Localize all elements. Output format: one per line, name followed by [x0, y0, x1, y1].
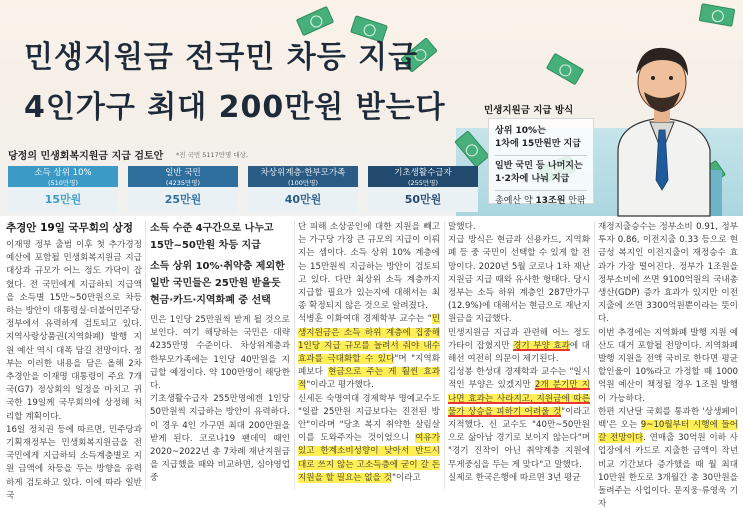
total-budget: 총예산 약 13조원 안팎 [495, 196, 586, 206]
subhead-line: 소득 수준 4구간으로 나누고 [150, 223, 274, 234]
highlight: 2개 분기만 지나면 효과는 사라지고, 지원금에 따른 물가 상승을 피하기 어려울 것 [448, 380, 590, 417]
tier-card-near-poor [248, 166, 358, 212]
money-note-icon [699, 3, 736, 27]
article-column-1 [6, 221, 142, 501]
tier-value: 15만원 [8, 187, 118, 212]
paragraph: 단 피해 소상공인에 대한 지원을 빼고는 가구당 가장 큰 규모의 지급이 이뤄지는 셈이다. 소득 상위 10% 계층에는 15만원씩 지급하는 방안이 검토되고 있다. 다만 최상위 소득 계층까지 지급할 필요가 있는지에 대해서는 최종 확정되지 않은 것으로 알려졌다. [298, 222, 440, 312]
paragraph: 민생지원금 지급과 관련해 어느 정도 가타이 잡혔지만 경기 부양 효과에 대해선 여전히 의문이 제기된다. [448, 327, 590, 365]
paragraph: 16일 정치권 등에 따르면, 민주당과 기획재정부는 민생회복지원금을 전 국민에게 지급하되 소득계층별로 지원 금액에 차등을 두는 방향을 유력하게 검토하고 있다. 이에 따라 일반 국 [6, 424, 142, 501]
subhead-line: 현금·카드·지역화폐 중 선택 [150, 295, 271, 306]
paragraph: 기초생활수급자 255만명에겐 1인당 50만원씩 지급하는 방안이 유력하다. 이 경우 4인 가구면 최대 200만원을 받게 된다. 코로나19 팬데믹 때인 2020~2022년 총 7차례 재난지원금을 지급했을 때와 비교하면, 심야영업 중 [150, 394, 290, 484]
payment-tier-cards [8, 166, 468, 212]
method-line-2a: 일반 국민 등 나머지는 [495, 161, 583, 171]
paragraph: 이번 추경에는 지역화폐 발행 지원 예산도 대거 포함될 전망이다. 지역화폐 발행 지원을 전액 국비로 한다면 평균 할인율이 10%라고 가정할 때 1000억원 예산이 책정될 경우 1조원 발행이 가능하다. [598, 327, 738, 404]
highlight: 9~10월부터 시행에 들어갈 전망이다 [598, 420, 738, 444]
tier-sub: (255만명) [407, 179, 439, 187]
section-note: *전 국민 5117만명 대상, [176, 151, 249, 159]
article-column-2 [150, 221, 290, 493]
subhead-line: 15만~50만원 차등 지급 [150, 240, 261, 251]
tier-card-general [128, 166, 238, 212]
tier-card-basic-livelihood [368, 166, 478, 212]
headline-line-2: 4인가구 최대 200만원 받는다 [24, 90, 446, 125]
byline: 문지웅·류영욱 기자 [598, 486, 739, 510]
tier-label: 차상위계층·한부모가족 [260, 168, 346, 178]
article-column-3 [298, 221, 440, 493]
subhead-line: 소득 상위 10%·취약층 제외한 [150, 261, 285, 272]
paragraph: 한편 지난달 국회를 통과한 '상생페이백'은 오는 9~10월부터 시행에 들어갈 전망이다. 연매출 30억원 이하 사업장에서 카드로 지출한 금액이 작년 비교 기간보다 증가했을 때 월 최대 10만원 한도로 3개월간 총 30만원을 돌려주는 사업이다. 문지웅·류영욱 기자 [598, 406, 739, 510]
method-line-1b: 1차에 15만원만 지급 [495, 139, 581, 149]
tier-label: 일반 국민 [165, 168, 201, 178]
paragraph: 김성봉 한성대 경제학과 교수는 "일시적인 부양은 있겠지만 2개 분기만 지나면 효과는 사라지고, 지원금에 따른 물가 상승을 피하기 어려울 것"이라고 지적했다. 신 교수도 "40만~50만원으로 삶아남 경기로 보이지 않는다"며 "경기 진작이 아닌 취약계층 지원에 무게중심을 두는 게 맞다"고 말했다. [448, 367, 590, 470]
column-heading: 추경안 19일 국무회의 상정 [6, 222, 134, 234]
column-divider [444, 221, 445, 489]
tier-value: 25만원 [128, 187, 238, 212]
tier-value: 40만원 [248, 187, 358, 212]
paragraph: 실제로 한국은행에 따르면 3년 평균 [448, 472, 581, 483]
tier-value: 50만원 [368, 187, 478, 212]
paragraph: 석병훈 이화여대 경제학부 교수는 "민생지원금은 소득 하위 계층에 집중해 1인당 지급 규모를 늘려서 줘야 내수 효과를 극대화할 수 있다"며 "지역화폐보다 현금으로 주는 게 훨씬 효과적"이라고 평가했다. [298, 314, 440, 391]
article-column-5 [598, 221, 739, 510]
businessman-illustration [590, 30, 740, 216]
highlight: 여유가 있고 한계소비성향이 낮아서 반드시 대로 쓰지 않는 고소득층에 굳이 갈 돈 지원을 할 필요는 없을 것 [298, 433, 440, 483]
column-divider [294, 221, 295, 489]
article-body [0, 221, 743, 510]
tier-sub: (510만명) [47, 179, 79, 187]
tier-label: 기초생활수급자 [394, 168, 452, 178]
tier-label: 소득 상위 10% [34, 168, 92, 178]
infographic-banner [0, 0, 743, 216]
highlight: 현금으로 주는 게 훨씬 효과적 [298, 367, 440, 391]
highlight: 민생지원금은 소득 하위 계층에 집중해 1인당 지급 규모를 늘려서 줘야 내수 효과를 극대화할 수 있다 [298, 314, 440, 365]
paragraph: 재정지출승수는 정부소비 0.91, 정부투자 0.86, 이전지출 0.33 등으로 현금성 복지인 이전지출이 재정승수 효과가 가장 떨어진다. 정부가 1조원을 정부소비에 쓰면 9100억원의 국내총생산(GDP) 증가 효과가 있지만 이전지출에 쓰면 3300억원뿐이라는 뜻이다. [598, 222, 738, 325]
subhead-line: 일반 국민들은 25만원 받을듯 [150, 278, 281, 289]
paragraph: 지급 방식은 현금과 신용카드, 지역화폐 등 중 국민이 선택할 수 있게 할 전망이다. 2020년 5월 코로나 1차 재난지원금 지급 때와 유사한 형태다. 당시 정부는 소득 하위 계층인 287만가구(12.9%)에 대해서는 현금으로 재난지원금을 지급했다. [448, 235, 590, 325]
article-column-4 [448, 221, 590, 493]
column-divider [594, 221, 595, 489]
section-title: 당정의 민생회복지원금 지급 검토안 [8, 151, 164, 162]
method-line-2b: 1·2차에 나눠 지급 [495, 174, 570, 184]
method-line-1a: 상위 10%는 [495, 126, 546, 136]
column-divider [145, 221, 146, 489]
tier-sub: (4235만명) [165, 179, 201, 187]
money-note-icon [546, 53, 584, 86]
divider [495, 155, 587, 156]
paragraph: 말했다. [448, 222, 476, 232]
paragraph: 신세돈 숙명여대 경제학부 명예교수도 "일괄 25만원 지급보다는 진전된 방안"이라며 "당초 복지 취약한 살림살이를 도와주자는 것이었으니 여유가 있고 한계소비성향이 낮아서 반드시 대로 쓰지 않는 고소득층에 굳이 갈 돈 지원을 할 필요는 없을 것"이라고 [298, 393, 440, 483]
method-box [488, 118, 594, 204]
headline-line-1: 민생지원금 전국민 차등 지급 [24, 40, 419, 75]
paragraph: 이재명 정부 출범 이후 첫 추가경정예산에 포함될 민생회복지원금 지급 대상과 규모가 어느 정도 가닥이 잡혔다. 전 국민에게 지급하되 지급액을 소득별 15만~50만원으로 차등하는 방안이 대통령실·더불어민주당·정부에서 유력하게 검토되고 있다. 지역사랑상품권(지역화폐) 발행 지원 예산 역시 대폭 담길 전망이다. 정부는 이러한 내용을 담은 올해 2차 추경안을 이재명 대통령이 주요 7개국(G7) 정상회의 일정을 마치고 귀국한 19일께 국무회의에 상정해 처리할 계획이다. [6, 240, 142, 422]
tier-card-top10 [8, 166, 118, 212]
paragraph: 민은 1인당 25만원씩 받게 될 것으로 보인다. 여기 해당하는 국민은 대략 4235만명 수준이다. 차상위계층과 한부모가족에는 1인당 40만원을 지급할 예정이다. 약 100만명이 해당한다. [150, 315, 290, 392]
divider [495, 190, 587, 191]
method-box-title: 민생지원금 지급 방식 [484, 105, 574, 116]
highlight: 경기 부양 효과 [513, 340, 570, 351]
tier-sub: (100만명) [287, 179, 319, 187]
